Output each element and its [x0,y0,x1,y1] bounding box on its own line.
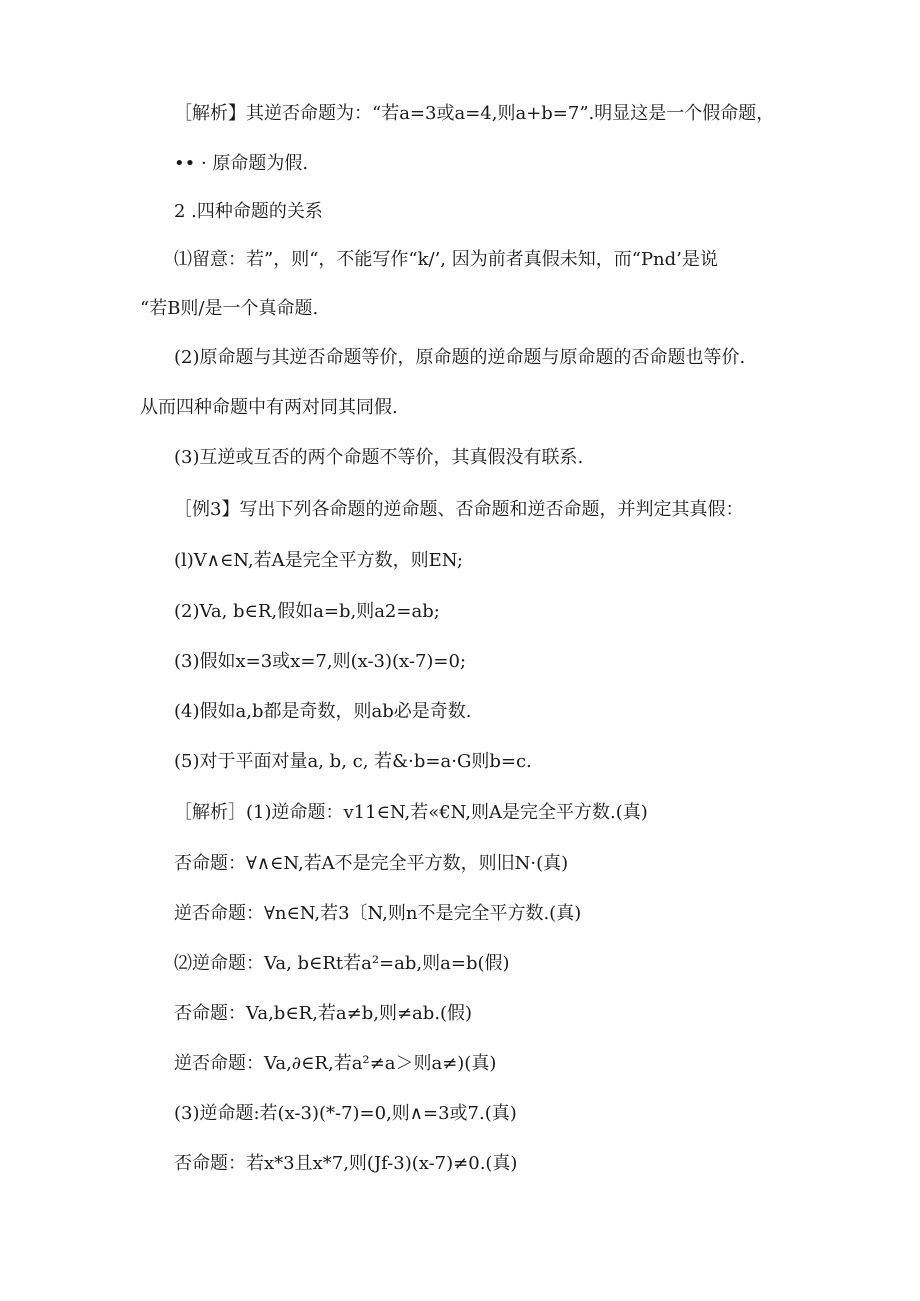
paragraph-line: (3)互逆或互否的两个命题不等价，其真假没有联系. [174,447,584,468]
paragraph-line: (2)原命题与其逆否命题等价，原命题的逆命题与原命题的否命题也等价. [174,347,746,368]
solution-line: 否命题：Va,b∈R,若a≠b,则≠ab.(假) [174,1003,473,1024]
paragraph-line: “若B则/是一个真命题. [140,298,319,319]
solution-line: 否命题：若x*3且x*7,则(Jf-3)(x-7)≠0.(真) [174,1153,518,1174]
example-heading: ［例3】写出下列各命题的逆命题、否命题和逆否命题，并判定其真假： [174,499,744,520]
solution-line: (3)逆命题:若(x-3)(*-7)=0,则∧=3或7.(真) [174,1103,517,1124]
solution-line: ［解析］(1)逆命题：v11∈N,若«€N,则A是完全平方数.(真) [174,802,648,823]
paragraph-line: ⑴留意：若”，则“，不能写作“k/’, 因为前者真假未知，而“Pnd’是说 [174,249,718,270]
problem-item: (2)Va, b∈R,假如a=b,则a2=ab; [174,601,440,622]
solution-line: 否命题：∀∧∈N,若A不是完全平方数，则旧N·(真) [174,853,569,874]
paragraph-line: •• · 原命题为假. [174,153,309,174]
problem-item: (5)对于平面对量a, b, c, 若&·b=a·G则b=c. [174,751,532,772]
problem-item: (4)假如a,b都是奇数，则ab必是奇数. [174,701,472,722]
solution-line: 逆否命题：Va,∂∈R,若a²≠a＞则a≠)(真) [174,1053,497,1074]
problem-item: (l)V∧∈N,若A是完全平方数，则EN; [174,550,463,571]
paragraph-line: 从而四种命题中有两对同其同假. [140,397,398,418]
section-heading: 2 .四种命题的关系 [174,201,323,222]
solution-line: 逆否命题：∀n∈N,若3〔N,则n不是完全平方数.(真) [174,903,582,924]
problem-item: (3)假如x=3或x=7,则(x-3)(x-7)=0; [174,651,467,672]
paragraph-line: ［解析】其逆否命题为：“若a=3或a=4,则a+b=7”.明显这是一个假命题， [174,103,775,124]
solution-line: ⑵逆命题：Va, b∈Rt若a²=ab,则a=b(假) [174,953,510,974]
